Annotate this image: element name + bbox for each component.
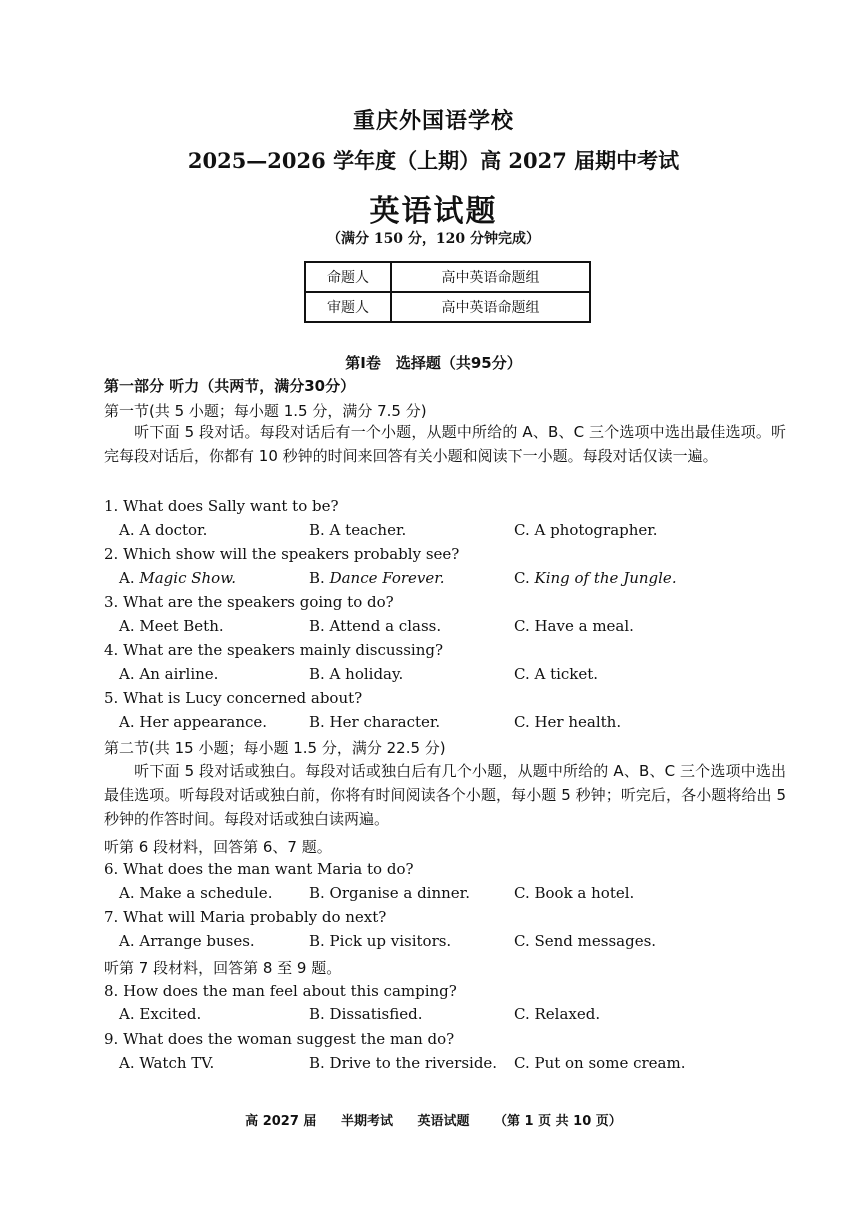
option-b: B. Drive to the riverside.: [309, 1054, 498, 1072]
section1-title: 第一节(共 5 小题；每小题 1.5 分，满分 7.5 分): [104, 402, 427, 420]
option-c: [514, 569, 677, 587]
section2-instructions: [104, 759, 786, 831]
footer-grade: 高 2027 届: [245, 1114, 317, 1129]
table-row: [305, 292, 590, 322]
option-c: C. A ticket.: [514, 665, 599, 683]
footer-exam: 半期考试: [340, 1114, 393, 1129]
option-b: B. A holiday.: [309, 665, 404, 683]
option-a: A. An airline.: [119, 665, 219, 683]
instructions-text: 听下面 5 段对话或独白。每段对话或独白后有几个小题，从题中所给的 A、B、C 三个选项中选出最佳选项。听每段对话或独白前，你将有时间阅读各个小题，每小题 5 秒钟；听完后，各小题将给出 5 秒钟的作答时间。每段对话或独白读两遍。: [104, 762, 786, 828]
option-b: B. Attend a class.: [309, 617, 442, 635]
part-title: 第一部分 听力（共两节，满分30分）: [104, 377, 356, 395]
question-3: 3. What are the speakers going to do?: [104, 593, 394, 611]
table-value: 高中英语命题组: [391, 292, 590, 322]
material-6-note: 听第 6 段材料，回答第 6、7 题。: [104, 838, 332, 856]
option-c: C. Book a hotel.: [514, 884, 635, 902]
question-6: 6. What does the man want Maria to do?: [104, 860, 414, 878]
option-letter: B.: [309, 569, 330, 587]
option-letter: C.: [514, 569, 535, 587]
subject-title: 英语试题: [369, 194, 498, 229]
option-text: King of the Jungle.: [534, 569, 677, 587]
option-c: C. Her health.: [514, 713, 622, 731]
question-1: 1. What does Sally want to be?: [104, 497, 339, 515]
footer-subject: 英语试题: [417, 1114, 470, 1129]
option-a: A. Make a schedule.: [119, 884, 273, 902]
option-a: A. Her appearance.: [119, 713, 268, 731]
question-9: 9. What does the woman suggest the man do?: [104, 1030, 455, 1048]
table-row: [305, 262, 590, 292]
option-c: C. A photographer.: [514, 521, 658, 539]
instructions-text: 听下面 5 段对话。每段对话后有一个小题，从题中所给的 A、B、C 三个选项中选出最佳选项。听完每段对话后，你都有 10 秒钟的时间来回答有关小题和阅读下一小题。每段对话仅读一遍。: [104, 423, 786, 465]
section2-title: 第二节(共 15 小题；每小题 1.5 分，满分 22.5 分): [104, 739, 446, 757]
question-4: 4. What are the speakers mainly discussing?: [104, 641, 444, 659]
option-letter: A.: [119, 569, 140, 587]
option-a: A. Arrange buses.: [119, 932, 255, 950]
option-b: B. Her character.: [309, 713, 441, 731]
option-b: B. Pick up visitors.: [309, 932, 452, 950]
option-c: C. Have a meal.: [514, 617, 634, 635]
table-value: 高中英语命题组: [391, 262, 590, 292]
question-7: 7. What will Maria probably do next?: [104, 908, 387, 926]
option-b: [309, 569, 445, 587]
question-2: 2. Which show will the speakers probably see?: [104, 545, 460, 563]
author-table: [304, 261, 591, 323]
option-b: B. A teacher.: [309, 521, 407, 539]
option-c: C. Send messages.: [514, 932, 657, 950]
option-c: C. Relaxed.: [514, 1005, 601, 1023]
footer-page: （第 1 页 共 10 页）: [494, 1114, 622, 1129]
question-8: 8. How does the man feel about this camping?: [104, 982, 457, 1000]
score-note: （满分 150 分，120 分钟完成）: [326, 231, 541, 247]
option-a: A. Excited.: [119, 1005, 202, 1023]
school-name: 重庆外国语学校: [352, 108, 514, 134]
option-a: A. A doctor.: [119, 521, 208, 539]
exam-title: 2025—2026 学年度（上期）高 2027 届期中考试: [187, 148, 680, 173]
option-a: [119, 569, 236, 587]
page-footer: [0, 1110, 867, 1129]
option-b: B. Organise a dinner.: [309, 884, 470, 902]
question-5: 5. What is Lucy concerned about?: [104, 689, 363, 707]
option-text: Dance Forever.: [329, 569, 445, 587]
option-text: Magic Show.: [139, 569, 237, 587]
section1-instructions: [104, 420, 786, 468]
option-a: A. Meet Beth.: [119, 617, 224, 635]
option-c: C. Put on some cream.: [514, 1054, 686, 1072]
material-7-note: 听第 7 段材料，回答第 8 至 9 题。: [104, 959, 342, 977]
option-b: B. Dissatisfied.: [309, 1005, 423, 1023]
volume-title: 第Ⅰ卷 选择题（共95分）: [345, 354, 522, 372]
table-key: 审题人: [305, 292, 391, 322]
table-key: 命题人: [305, 262, 391, 292]
option-a: A. Watch TV.: [119, 1054, 215, 1072]
